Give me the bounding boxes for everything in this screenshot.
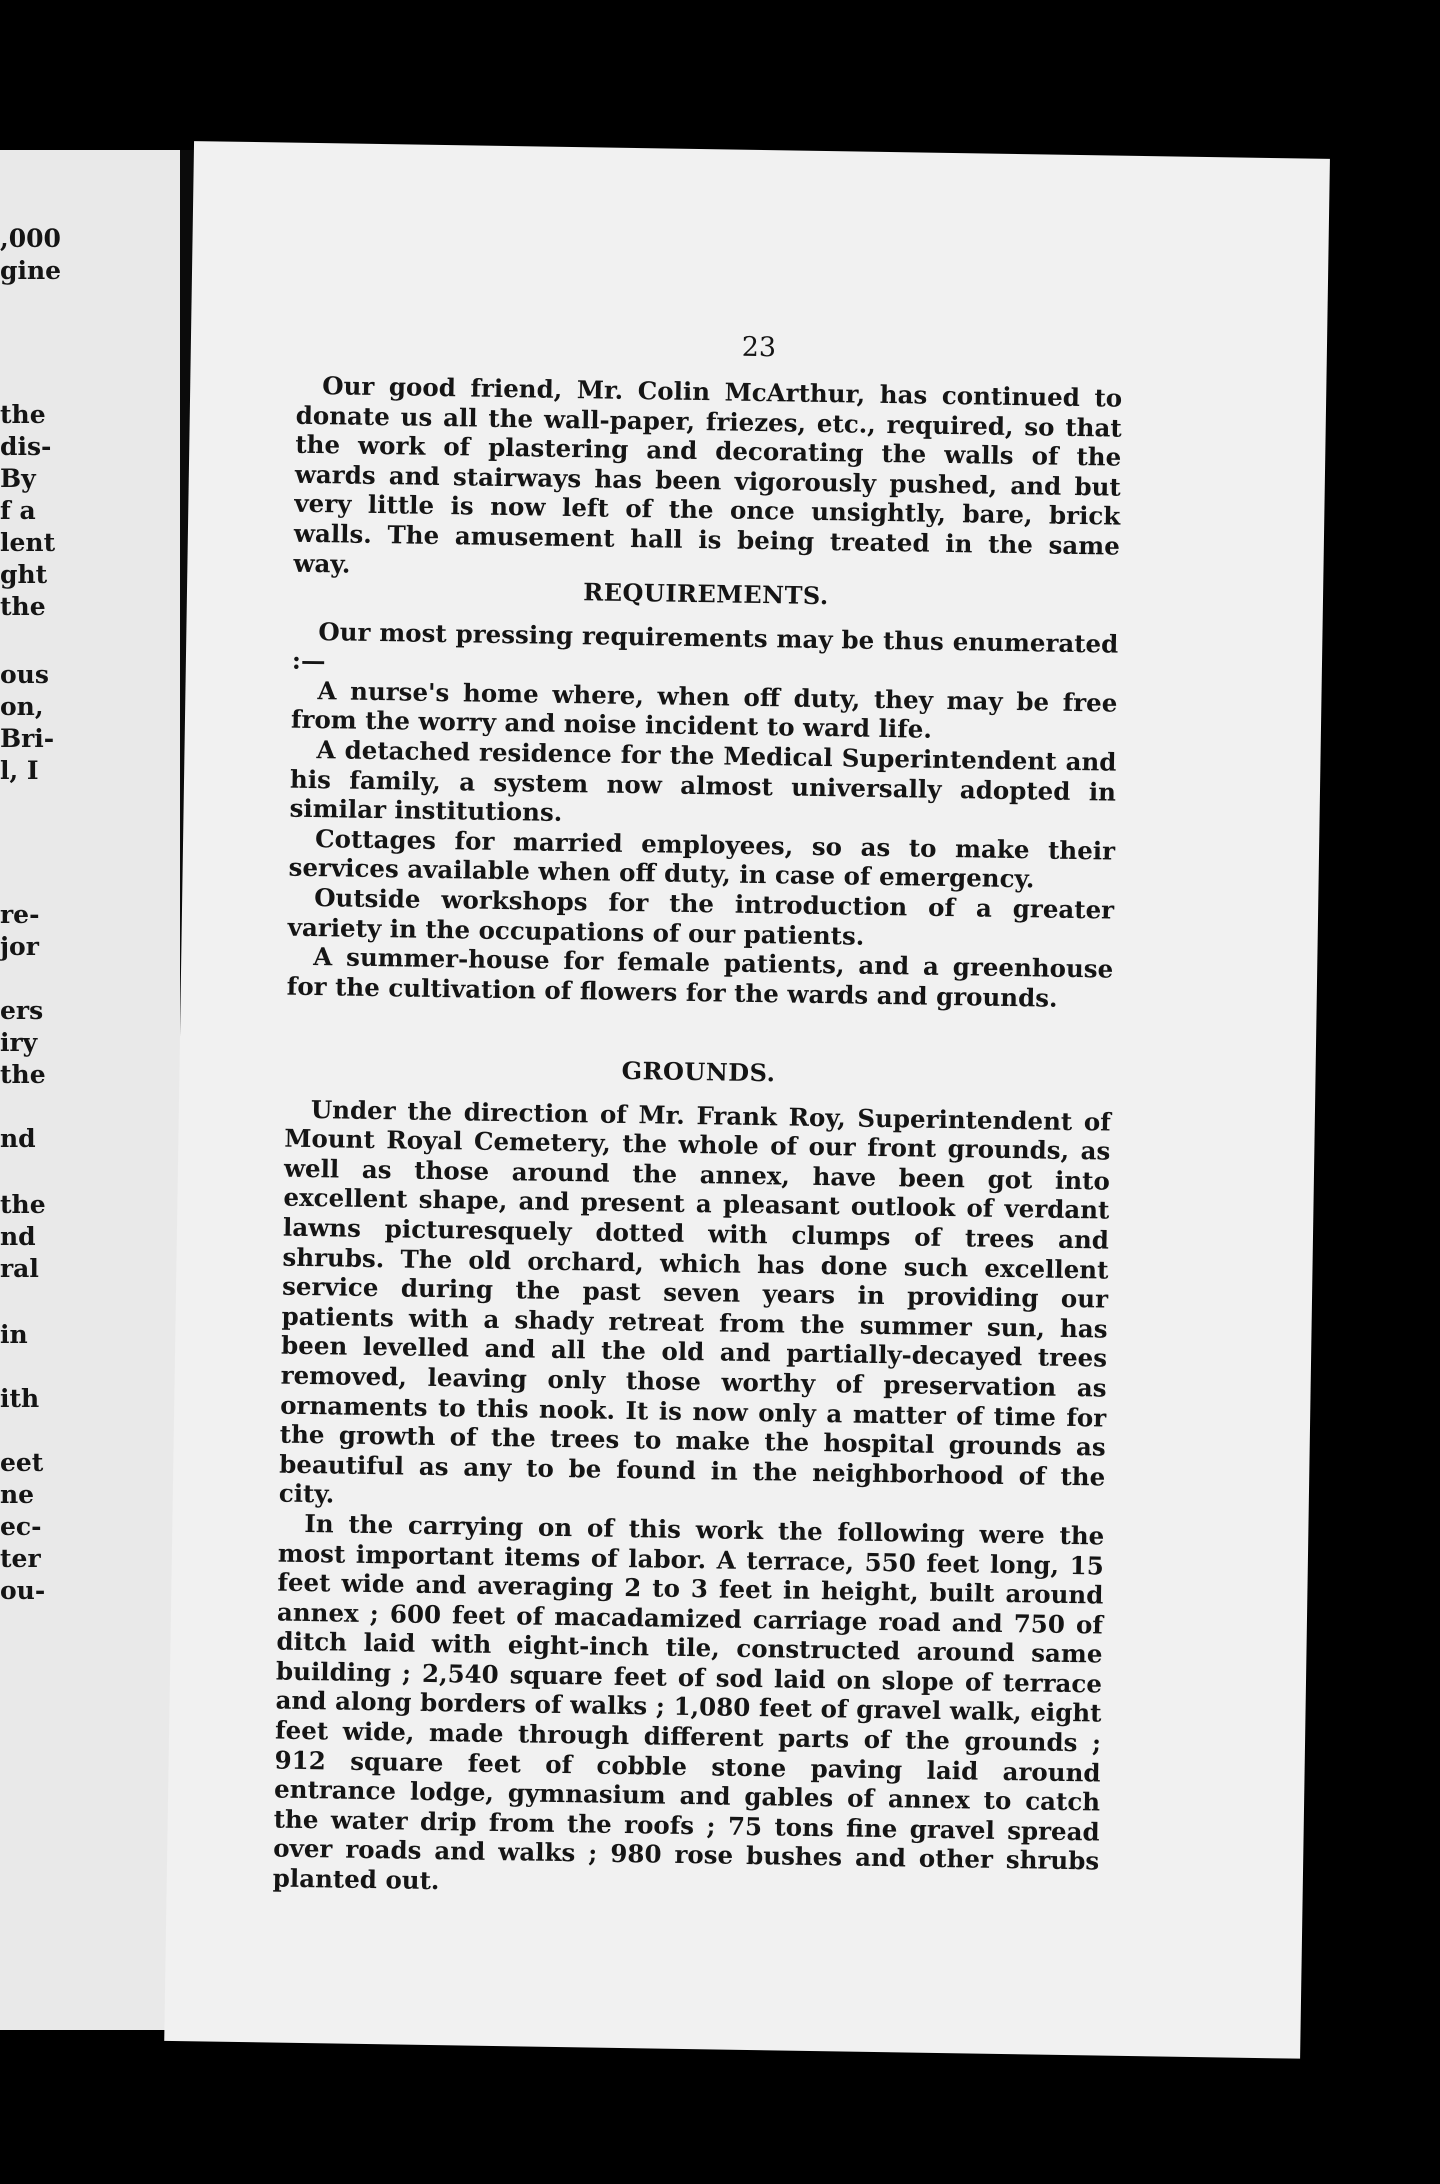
- left-page-fragment: nd: [0, 1222, 36, 1251]
- left-page-fragment: iry: [0, 1028, 38, 1057]
- left-page-fragment: on,: [0, 692, 44, 721]
- left-page-fragment: jor: [0, 932, 39, 961]
- left-page-fragment: ral: [0, 1254, 39, 1283]
- requirements-paragraph: Cottages for married employees, so as to make their services available when off duty, in case of emergency.: [288, 823, 1116, 894]
- left-facing-page: [0, 150, 180, 2030]
- left-page-fragment: ter: [0, 1544, 41, 1573]
- intro-paragraph: Our good friend, Mr. Colin McArthur, has continued to donate us all the wall-paper, friezes, etc., required, so that the work of plastering and decorating the walls of the wards and stairways has been vigorously pushed, and but very little is now left of the once unsightly, bare, brick walls. The amusement hall is being treated in the same way.: [293, 371, 1123, 579]
- left-page-fragment: the: [0, 400, 46, 429]
- intro-section: [293, 371, 1122, 591]
- left-page-fragment: in: [0, 1320, 28, 1349]
- left-page-fragment: f a: [0, 496, 36, 525]
- left-page-fragment: ous: [0, 660, 49, 689]
- left-page-fragment: the: [0, 1060, 46, 1089]
- left-page-fragment: ou-: [0, 1576, 46, 1605]
- left-page-fragment: eet: [0, 1448, 44, 1477]
- left-page-fragment: By: [0, 464, 36, 493]
- left-page-fragment: dis-: [0, 432, 52, 461]
- left-page-fragment: ers: [0, 996, 44, 1025]
- left-page-fragment: l, I: [0, 756, 39, 785]
- left-page-fragment: Bri-: [0, 724, 55, 753]
- left-page-fragment: the: [0, 592, 46, 621]
- left-page-fragment: the: [0, 1190, 46, 1219]
- page-number: 23: [741, 331, 777, 364]
- requirements-paragraph: A detached residence for the Medical Superintendent and his family, a system now almost universally adopted in similar institutions.: [289, 735, 1117, 828]
- left-page-fragment: lent: [0, 528, 56, 557]
- requirements-paragraph: A nurse's home where, when off duty, they may be free from the worry and noise incident to ward life.: [290, 675, 1118, 745]
- left-page-fragment: ght: [0, 560, 48, 589]
- grounds-paragraph: Under the direction of Mr. Frank Roy, Superintendent of Mount Royal Cemetery, the whole of our front grounds, as well as those around the annex, have been got into excellent shape, and present a pleasant outlook of verdant lawns picturesquely dotted with clumps of trees and shrubs. The old orchard, which has done such excellent service during the past seven years in providing our patients with a shady retreat from the summer sun, has been levelled and all the old and partially-decayed trees removed, leaving only those worthy of preservation as ornaments to this nook. It is now only a matter of time for the growth of the trees to make the hospital grounds as beautiful as any to be found in the neighborhood of the city.: [278, 1094, 1112, 1509]
- requirements-paragraph: Our most pressing requirements may be thus enumerated :—: [291, 616, 1119, 676]
- requirements-paragraph: Outside workshops for the introduction of a greater variety in the occupations of our patients.: [287, 882, 1115, 951]
- left-page-fragment: nd: [0, 1124, 36, 1153]
- requirements-section: [287, 573, 1120, 1014]
- left-page-fragment: ne: [0, 1480, 35, 1509]
- grounds-paragraph: In the carrying on of this work the following were the most important items of labor. A terrace, 550 feet long, 15 feet wide and averaging 2 to 3 feet in height, built around annex ; 600 feet of macadamized carriage road and 750 of ditch laid with eight-inch tile, constructed around same building ; 2,540 square feet of sod laid on slope of terrace and along borders of walks ; 1,080 feet of gravel walk, eight feet wide, made through different parts of the grounds ; 912 square feet of cobble stone paving laid around entrance lodge, gymnasium and gables of annex to catch the water drip from the roofs ; 75 tons fine gravel spread over roads and walks ; 980 rose bushes and other shrubs planted out.: [272, 1508, 1105, 1896]
- document-page: [164, 141, 1330, 2059]
- left-page-fragment: gine: [0, 256, 62, 285]
- left-page-fragment: ith: [0, 1384, 40, 1413]
- grounds-section: [273, 1051, 1112, 1906]
- left-page-fragment: ec-: [0, 1512, 42, 1541]
- requirements-paragraph: A summer-house for female patients, and a greenhouse for the cultivation of flowers for the wards and grounds.: [286, 942, 1114, 1013]
- grounds-heading: GROUNDS.: [621, 1055, 776, 1088]
- requirements-heading: REQUIREMENTS.: [583, 577, 830, 611]
- left-page-fragment: re-: [0, 900, 40, 929]
- left-page-fragment: ,000: [0, 224, 61, 253]
